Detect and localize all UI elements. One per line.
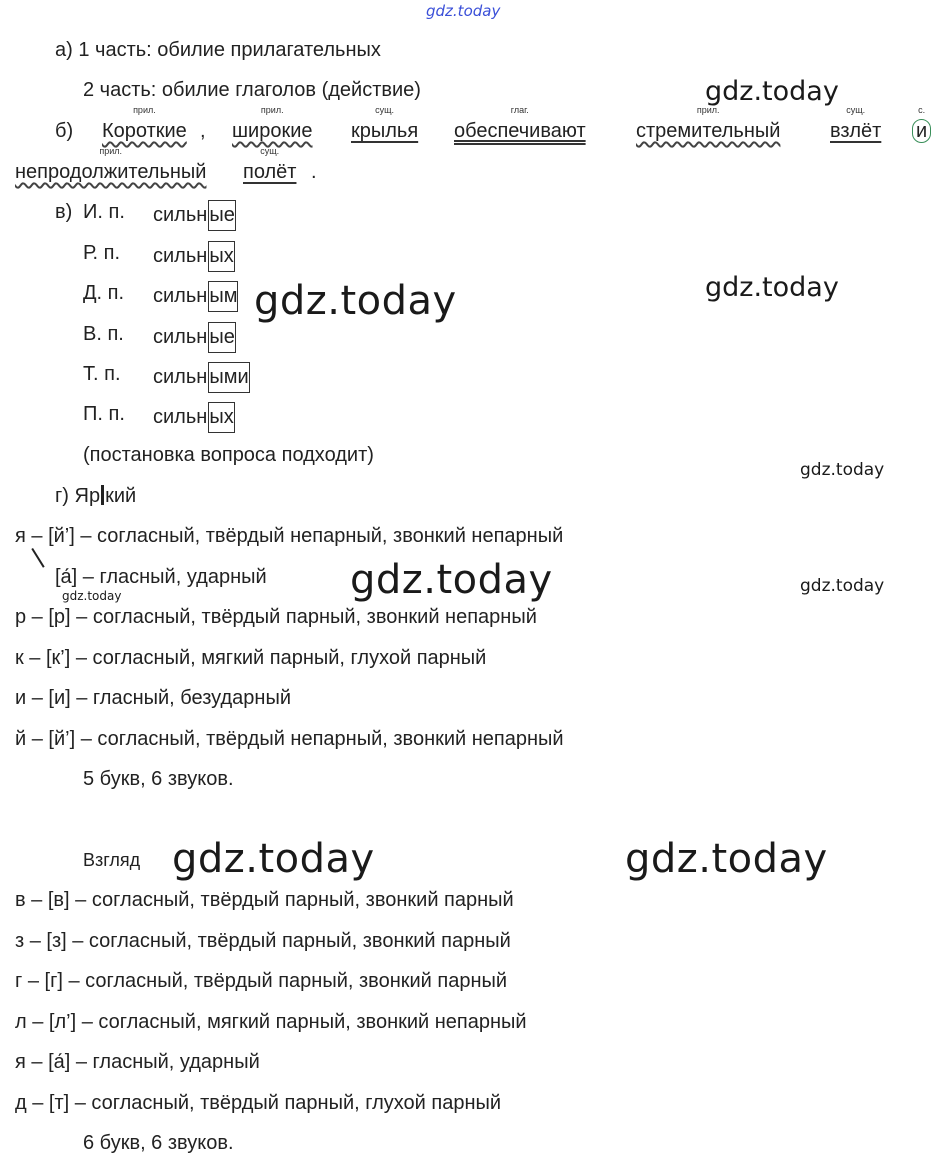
- pos-label: прил.: [99, 146, 123, 156]
- word-korotkie: прил. Короткие: [102, 105, 187, 142]
- watermark: gdz.today: [625, 836, 828, 882]
- word-vzlyot: сущ. взлёт: [830, 105, 882, 142]
- watermark: gdz.today: [62, 589, 122, 603]
- pos-label: сущ.: [260, 146, 280, 156]
- ending-box: ые: [208, 322, 236, 353]
- ending-box: ые: [208, 200, 236, 231]
- word-stremitelny: прил. стремительный: [636, 105, 781, 142]
- case-label: Д. п.: [83, 282, 125, 304]
- phonetic-line: я – [й’] – согласный, твёрдый непарный, звонкий непарный: [15, 525, 564, 547]
- watermark: gdz.today: [254, 278, 457, 324]
- phonetic-line: к – [к’] – согласный, мягкий парный, глухой парный: [15, 647, 487, 669]
- watermark: gdz.today: [800, 576, 885, 596]
- pos-label: сущ.: [375, 105, 395, 115]
- watermark: gdz.today: [705, 272, 839, 303]
- word-neprodolzhitelny: прил. непродолжительный: [15, 146, 207, 183]
- word-shirokie: прил. широкие: [232, 105, 313, 142]
- case-form: сильн ых: [153, 241, 235, 272]
- phonetic-line: и – [и] – гласный, безударный: [15, 687, 291, 709]
- part-v-marker: в): [55, 201, 73, 223]
- period: .: [311, 161, 317, 183]
- ending-box: ыми: [208, 362, 249, 393]
- part-b-marker: б): [55, 120, 74, 142]
- watermark: gdz.today: [172, 836, 375, 882]
- pos-label: с.: [918, 105, 926, 115]
- case-form: сильн ых: [153, 402, 235, 433]
- phonetic-line: г – [г] – согласный, твёрдый парный, звонкий парный: [15, 970, 508, 992]
- word-polyot: сущ. полёт: [243, 146, 297, 183]
- vzglyad-header: Взгляд: [83, 850, 141, 870]
- case-label: Р. п.: [83, 242, 121, 264]
- case-label: В. п.: [83, 323, 124, 345]
- ending-box: ых: [208, 402, 234, 433]
- word-krylya: сущ. крылья: [351, 105, 419, 142]
- comma: ,: [200, 120, 206, 142]
- part-v-note: (постановка вопроса подходит): [83, 444, 374, 466]
- pos-label: прил.: [260, 105, 284, 115]
- phonetic-line: й – [й’] – согласный, твёрдый непарный, звонкий непарный: [15, 728, 564, 750]
- phonetic-line: д – [т] – согласный, твёрдый парный, глухой парный: [15, 1092, 502, 1114]
- word-i-conjunction: с. и: [912, 119, 931, 143]
- vzglyad-summary: 6 букв, 6 звуков.: [83, 1132, 234, 1154]
- part-a-line-1: а) 1 часть: обилие прилагательных: [55, 39, 381, 61]
- case-label: Т. п.: [83, 363, 121, 385]
- pos-label: глаг.: [510, 105, 529, 115]
- ending-box: ым: [208, 281, 238, 312]
- part-g-header: г) Яр кий: [55, 485, 137, 507]
- watermark-top: gdz.today: [426, 2, 501, 20]
- case-label: И. п.: [83, 201, 125, 223]
- case-form: сильн ыми: [153, 362, 250, 393]
- case-form: сильн ым: [153, 281, 238, 312]
- pos-label: сущ.: [846, 105, 866, 115]
- part-g-summary: 5 букв, 6 звуков.: [83, 768, 234, 790]
- watermark: gdz.today: [350, 557, 553, 603]
- case-form: сильн ые: [153, 322, 236, 353]
- part-a-line-2: 2 часть: обилие глаголов (действие): [83, 79, 421, 101]
- phonetic-line: з – [з] – согласный, твёрдый парный, звонкий парный: [15, 930, 511, 952]
- phonetic-line: р – [р] – согласный, твёрдый парный, звонкий непарный: [15, 606, 537, 628]
- case-label: П. п.: [83, 403, 125, 425]
- branch-line: [31, 548, 44, 568]
- ending-box: ых: [208, 241, 234, 272]
- syllable-divider: [101, 485, 104, 505]
- phonetic-line: в – [в] – согласный, твёрдый парный, звонкий парный: [15, 889, 514, 911]
- watermark: gdz.today: [800, 460, 885, 480]
- pos-label: прил.: [133, 105, 156, 115]
- word-obespechivayut: глаг. обеспечивают: [454, 105, 586, 142]
- pos-label: прил.: [696, 105, 720, 115]
- phonetic-line: [а́] – гласный, ударный: [55, 566, 267, 588]
- case-form: сильн ые: [153, 200, 236, 231]
- watermark: gdz.today: [705, 76, 839, 107]
- phonetic-line: я – [а́] – гласный, ударный: [15, 1051, 260, 1073]
- phonetic-line: л – [л’] – согласный, мягкий парный, звонкий непарный: [15, 1011, 527, 1033]
